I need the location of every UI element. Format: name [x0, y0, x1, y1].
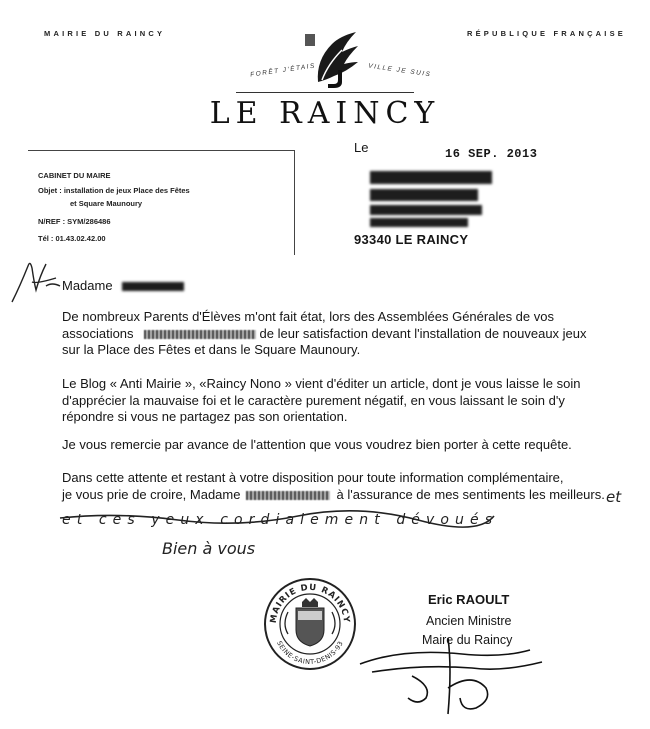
- paragraph-2: [62, 376, 622, 426]
- paragraph-1-line-2-text: de leur satisfaction devant l'installation de nouveaux jeux: [259, 325, 587, 341]
- date-prefix: Le: [354, 140, 369, 155]
- handwritten-signature: [352, 628, 548, 720]
- paragraph-2-line-3: répondre si vous ne partagez pas son orientation.: [62, 409, 348, 424]
- handwritten-closing: Bien à vous: [162, 539, 256, 558]
- paragraph-2-line-1: Le Blog « Anti Mairie », «Raincy Nono » vient d'éditer un article, dont je vous laisse le soin: [62, 376, 581, 391]
- paragraph-3: Je vous remercie par avance de l'attention que vous voudrez bien porter à cette requête.: [62, 437, 572, 452]
- reference-number: N/REF : SYM/286486: [38, 217, 111, 226]
- recipient-postal-city: 93340 LE RAINCY: [354, 232, 469, 247]
- redacted-recipient-line-2: [370, 189, 478, 201]
- paragraph-4-line-1: Dans cette attente et restant à votre disposition pour toute information complémentaire,: [62, 470, 564, 485]
- handwritten-annotations: [58, 482, 638, 564]
- official-seal: [262, 576, 358, 672]
- paragraph-1-line-2: [62, 326, 622, 343]
- redacted-recipient-name: [370, 171, 492, 184]
- paragraph-1-line-1: De nombreux Parents d'Élèves m'ont fait état, lors des Assemblées Générales de vos: [62, 309, 554, 324]
- subject-line-2: et Square Maunoury: [70, 199, 143, 208]
- seal-crown: [302, 598, 318, 607]
- letterhead-left-heading: MAIRIE DU RAINCY: [44, 29, 166, 38]
- seal-bottom-text: SEINE-SAINT-DENIS-93: [275, 639, 345, 667]
- paragraph-2-line-2: d'apprécier la mauvaise foi et le caractère purement négatif, en vous laissant le soin d'y: [62, 392, 565, 408]
- city-logo: [298, 30, 368, 92]
- paragraph-4-line-2-end: à l'assurance de mes sentiments les meilleurs.: [336, 486, 605, 502]
- motto-right: VILLE JE SUIS: [367, 62, 432, 79]
- letterhead-right-heading: RÉPUBLIQUE FRANÇAISE: [466, 29, 626, 38]
- logo-crown-mark: [305, 34, 315, 46]
- redacted-recipient-line-4: [370, 218, 468, 227]
- salutation: [62, 278, 184, 293]
- city-name-rule: [236, 92, 414, 93]
- salutation-text: Madame: [62, 278, 113, 293]
- date-stamp: 16 SEP. 2013: [445, 147, 538, 161]
- signatory-role-1: Ancien Ministre: [426, 614, 512, 628]
- paragraph-1-inline-word: associations: [62, 325, 134, 341]
- redacted-association-name: [144, 330, 256, 339]
- handwritten-initials: [6, 256, 66, 308]
- handwritten-et: et: [606, 488, 622, 506]
- city-name: LE RAINCY: [209, 96, 441, 131]
- motto-left: FORÊT J'ÉTAIS: [249, 62, 317, 79]
- signatory-name: Eric RAOULT: [428, 592, 510, 607]
- phone-number: Tél : 01.43.02.42.00: [38, 234, 106, 243]
- redacted-recipient-line-3: [370, 205, 482, 215]
- signature-strokes: [360, 638, 542, 714]
- handwritten-struck-text: et ces yeux cordialement dévoués: [62, 512, 492, 528]
- seal-top-text: MAIRIE DU RAINCY: [268, 582, 352, 624]
- paragraph-1: [62, 309, 622, 359]
- signatory-role-2: Maire du Raincy: [422, 633, 513, 647]
- seal-shield-band: [298, 611, 322, 620]
- paragraph-4-line-2-start: je vous prie de croire, Madame: [62, 486, 241, 502]
- paragraph-1-line-3: sur la Place des Fêtes et dans le Square Maunoury.: [62, 342, 361, 357]
- office-label: CABINET DU MAIRE: [38, 171, 111, 180]
- subject-line-1: Objet : installation de jeux Place des Fêtes: [38, 186, 190, 195]
- redacted-salutation-name: [122, 282, 184, 291]
